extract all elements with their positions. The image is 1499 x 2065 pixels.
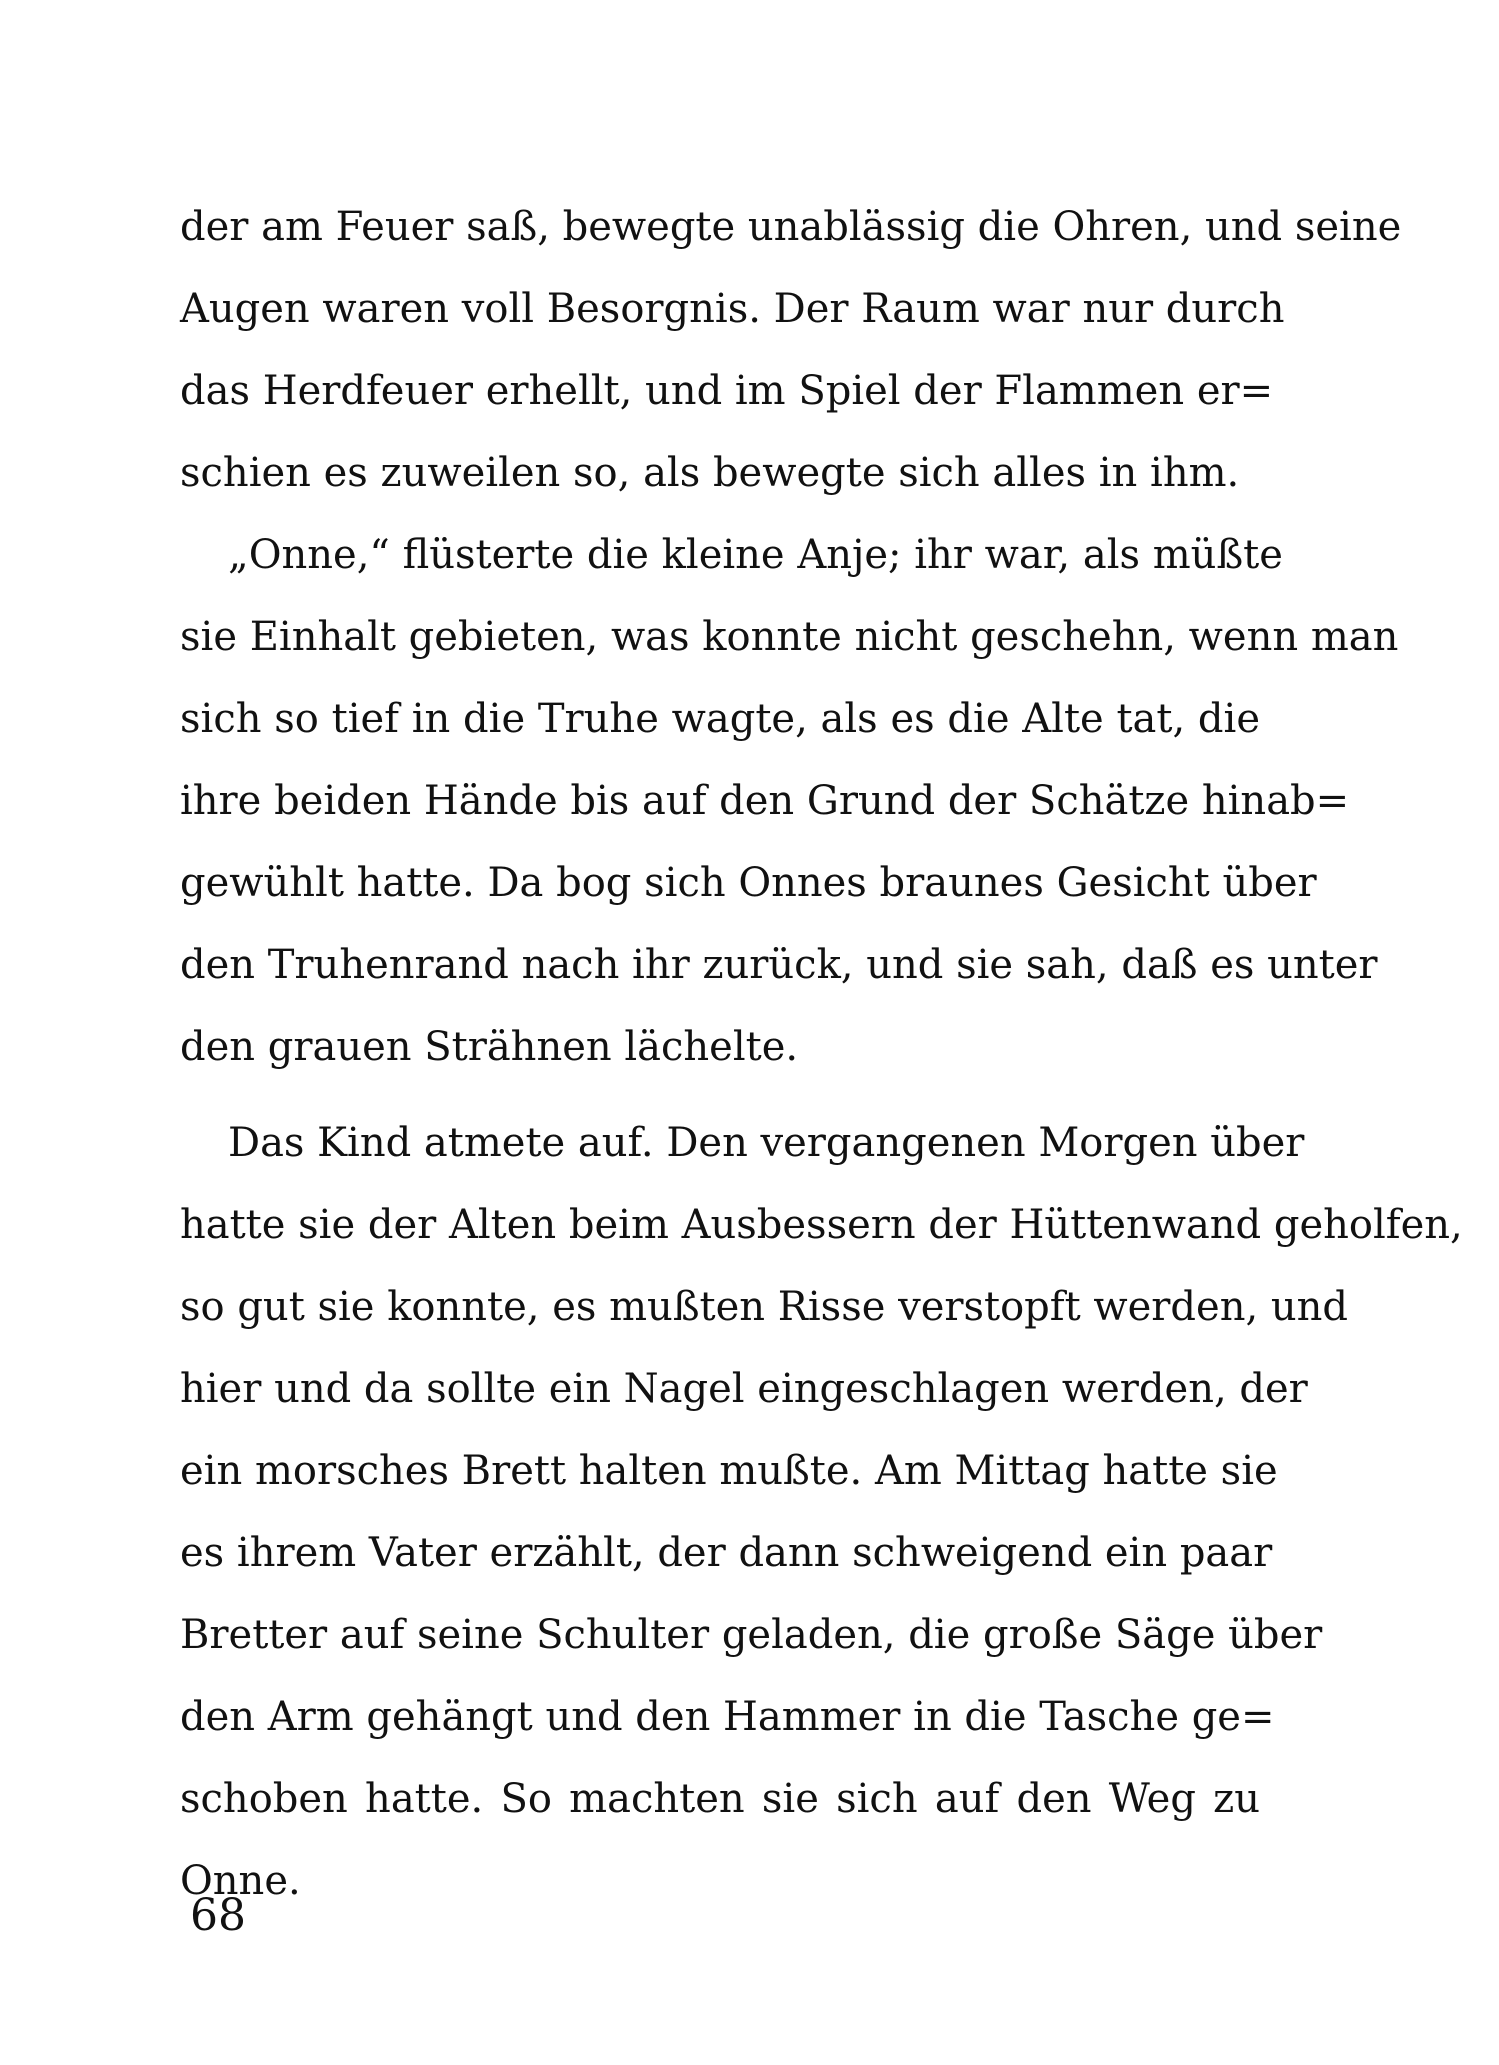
text-line: ein morsches Brett halten mußte. Am Mittag hatte sie: [180, 1448, 1278, 1494]
text-line: hier und da sollte ein Nagel eingeschlagen werden, der: [180, 1366, 1308, 1412]
text-line: „Onne,“ flüsterte die kleine Anje; ihr war, als müßte: [228, 532, 1283, 578]
text-line: es ihrem Vater erzählt, der dann schweigend ein paar: [180, 1530, 1273, 1576]
text-line: schien es zuweilen so, als bewegte sich alles in ihm.: [180, 450, 1240, 496]
text-line: das Herdfeuer erhellt, und im Spiel der Flammen er=: [180, 368, 1274, 414]
paragraph: [180, 186, 1402, 514]
body-text: [180, 186, 1463, 1922]
text-line: Bretter auf seine Schulter geladen, die große Säge über: [180, 1612, 1323, 1658]
text-line: den Truhenrand nach ihr zurück, und sie sah, daß es unter: [180, 942, 1378, 988]
paragraph-gap: [180, 1088, 1260, 1102]
text-line: hatte sie der Alten beim Ausbessern der Hüttenwand geholfen,: [180, 1202, 1463, 1248]
text-line: sich so tief in die Truhe wagte, als es die Alte tat, die: [180, 696, 1260, 742]
text-line: Augen waren voll Besorgnis. Der Raum war nur durch: [180, 286, 1285, 332]
text-line: sie Einhalt gebieten, was konnte nicht geschehn, wenn man: [180, 614, 1399, 660]
text-line: ihre beiden Hände bis auf den Grund der Schätze hinab=: [180, 778, 1350, 824]
text-line: so gut sie konnte, es mußten Risse verstopft werden, und: [180, 1284, 1349, 1330]
text-line: Das Kind atmete auf. Den vergangenen Morgen über: [228, 1120, 1305, 1166]
text-line: der am Feuer saß, bewegte unablässig die Ohren, und seine: [180, 204, 1402, 250]
text-line: Onne.: [180, 1858, 301, 1904]
paragraph: [180, 514, 1399, 1088]
text-line: schoben hatte. So machten sie sich auf den Weg zu: [180, 1776, 1260, 1822]
text-line: den grauen Strähnen lächelte.: [180, 1024, 799, 1070]
paragraph: [180, 1102, 1463, 1922]
text-line: den Arm gehängt und den Hammer in die Tasche ge=: [180, 1694, 1275, 1740]
page-number: 68: [190, 1890, 246, 1941]
text-line: gewühlt hatte. Da bog sich Onnes braunes Gesicht über: [180, 860, 1317, 906]
